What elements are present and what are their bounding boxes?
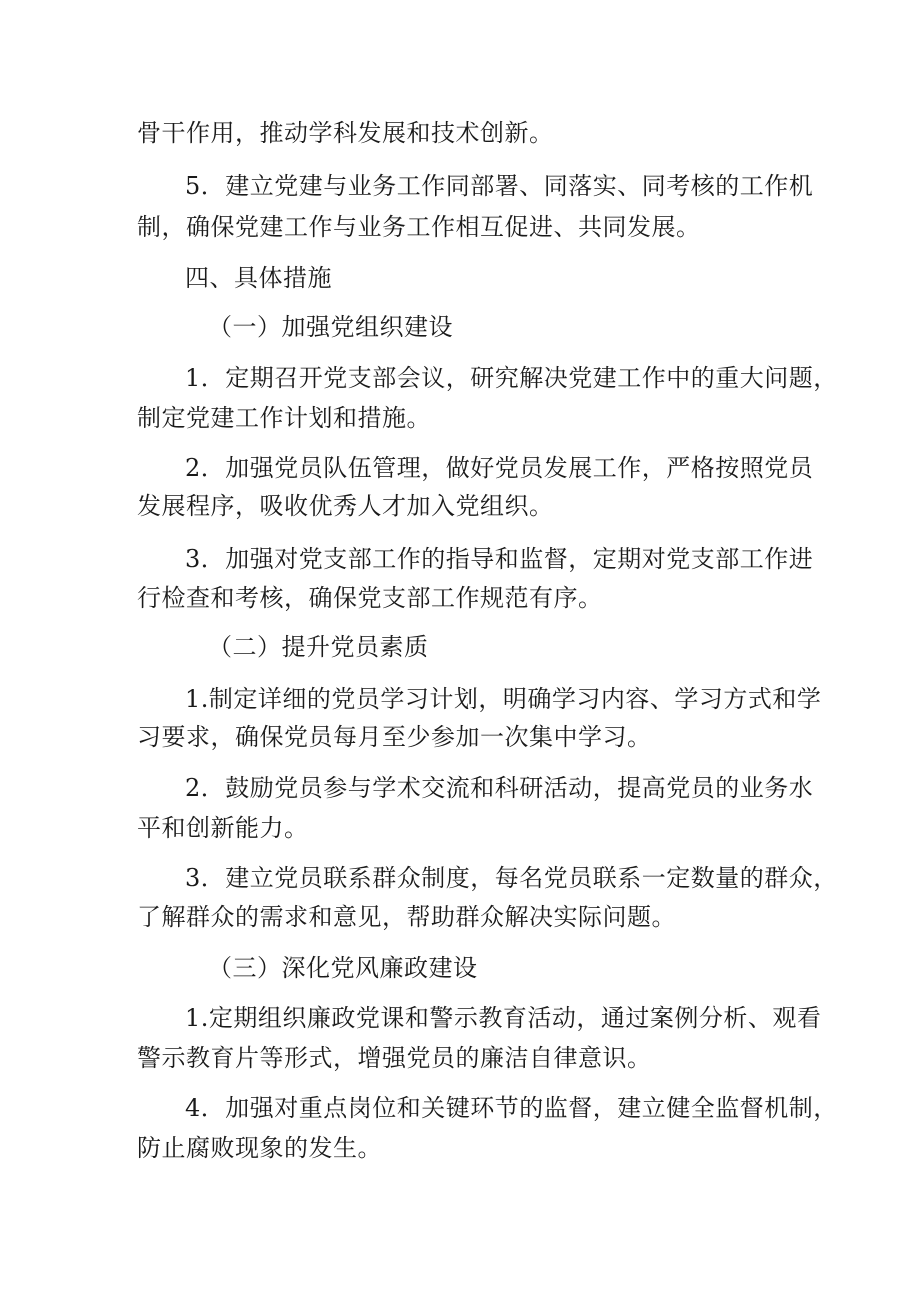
list-item-line: 防止腐败现象的发生。 <box>137 1134 382 1162</box>
list-item-line: 警示教育片等形式，增强党员的廉洁自律意识。 <box>137 1044 652 1072</box>
list-item-line: 1.定期组织廉政党课和警示教育活动，通过案例分析、观看 <box>185 1004 822 1032</box>
subsection-heading-3: （三）深化党风廉政建设 <box>208 954 478 982</box>
list-item-line: 行检查和考核，确保党支部工作规范有序。 <box>137 584 603 612</box>
list-item-line: 平和创新能力。 <box>137 814 309 842</box>
section-heading-4: 四、具体措施 <box>185 264 332 292</box>
list-item-line: 1.制定详细的党员学习计划，明确学习内容、学习方式和学 <box>185 685 822 713</box>
list-item-5-line-1: 5．建立党建与业务工作同部署、同落实、同考核的工作机 <box>185 172 814 200</box>
list-item-line: 发展程序，吸收优秀人才加入党组织。 <box>137 492 554 520</box>
subsection-heading-2: （二）提升党员素质 <box>208 633 429 661</box>
list-item-line: 3．加强对党支部工作的指导和监督，定期对党支部工作进 <box>185 545 814 573</box>
list-item-5-line-2: 制，确保党建工作与业务工作相互促进、共同发展。 <box>137 213 701 241</box>
list-item-line: 2．加强党员队伍管理，做好党员发展工作，严格按照党员 <box>185 454 814 482</box>
list-item-line: 制定党建工作计划和措施。 <box>137 404 431 432</box>
list-item-line: 习要求，确保党员每月至少参加一次集中学习。 <box>137 723 652 751</box>
list-item-line: 了解群众的需求和意见，帮助群众解决实际问题。 <box>137 903 676 931</box>
body-text-line: 骨干作用，推动学科发展和技术创新。 <box>137 119 554 147</box>
list-item-line: 2．鼓励党员参与学术交流和科研活动，提高党员的业务水 <box>185 774 814 802</box>
list-item-line: 4．加强对重点岗位和关键环节的监督，建立健全监督机制， <box>185 1094 838 1122</box>
subsection-heading-1: （一）加强党组织建设 <box>208 313 453 341</box>
list-item-line: 3．建立党员联系群众制度，每名党员联系一定数量的群众， <box>185 864 838 892</box>
list-item-line: 1．定期召开党支部会议，研究解决党建工作中的重大问题， <box>185 364 838 392</box>
